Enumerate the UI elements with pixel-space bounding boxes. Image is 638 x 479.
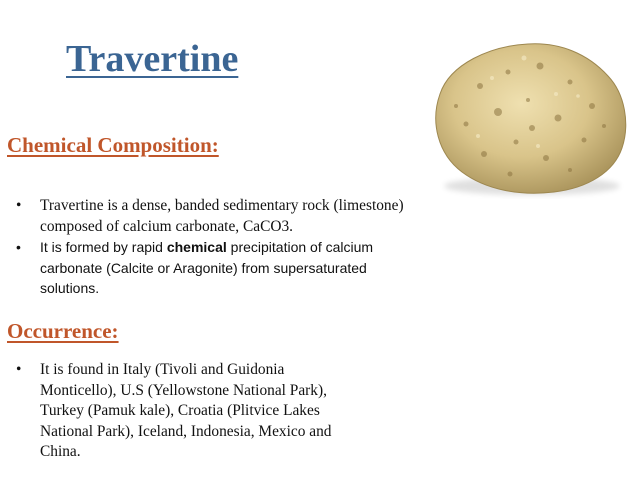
section-heading-chemical-composition: Chemical Composition: <box>7 133 219 157</box>
bullet-text: Travertine is a dense, banded sedimentary rock (limestone) composed of calcium carbonate, CaCO3. <box>40 197 404 235</box>
bullet-icon: • <box>16 197 22 214</box>
section-heading-occurrence: Occurrence: <box>7 319 119 343</box>
travertine-rock-image <box>420 36 634 202</box>
bullet-icon: • <box>16 361 22 378</box>
list-item <box>7 360 347 463</box>
list-item <box>7 196 407 237</box>
bullet-text-after: precipitation of calcium carbonate (Calcite or Aragonite) from supersaturated solutions. <box>40 239 374 296</box>
list-item <box>7 237 407 299</box>
bullet-icon: • <box>16 239 21 255</box>
bullet-text-bold: chemical <box>166 239 227 255</box>
bullet-text-before: It is formed by rapid <box>40 239 167 255</box>
bullet-text: It is found in Italy (Tivoli and Guidonia Monticello), U.S (Yellowstone National Park), Turkey (Pamuk kale), Croatia (Plitvice Lakes National Park), Iceland, Indonesia, Mexico and China. <box>40 361 332 460</box>
occurrence-list <box>7 360 347 463</box>
slide-title: Travertine <box>66 38 239 80</box>
chemical-composition-list <box>7 196 407 299</box>
